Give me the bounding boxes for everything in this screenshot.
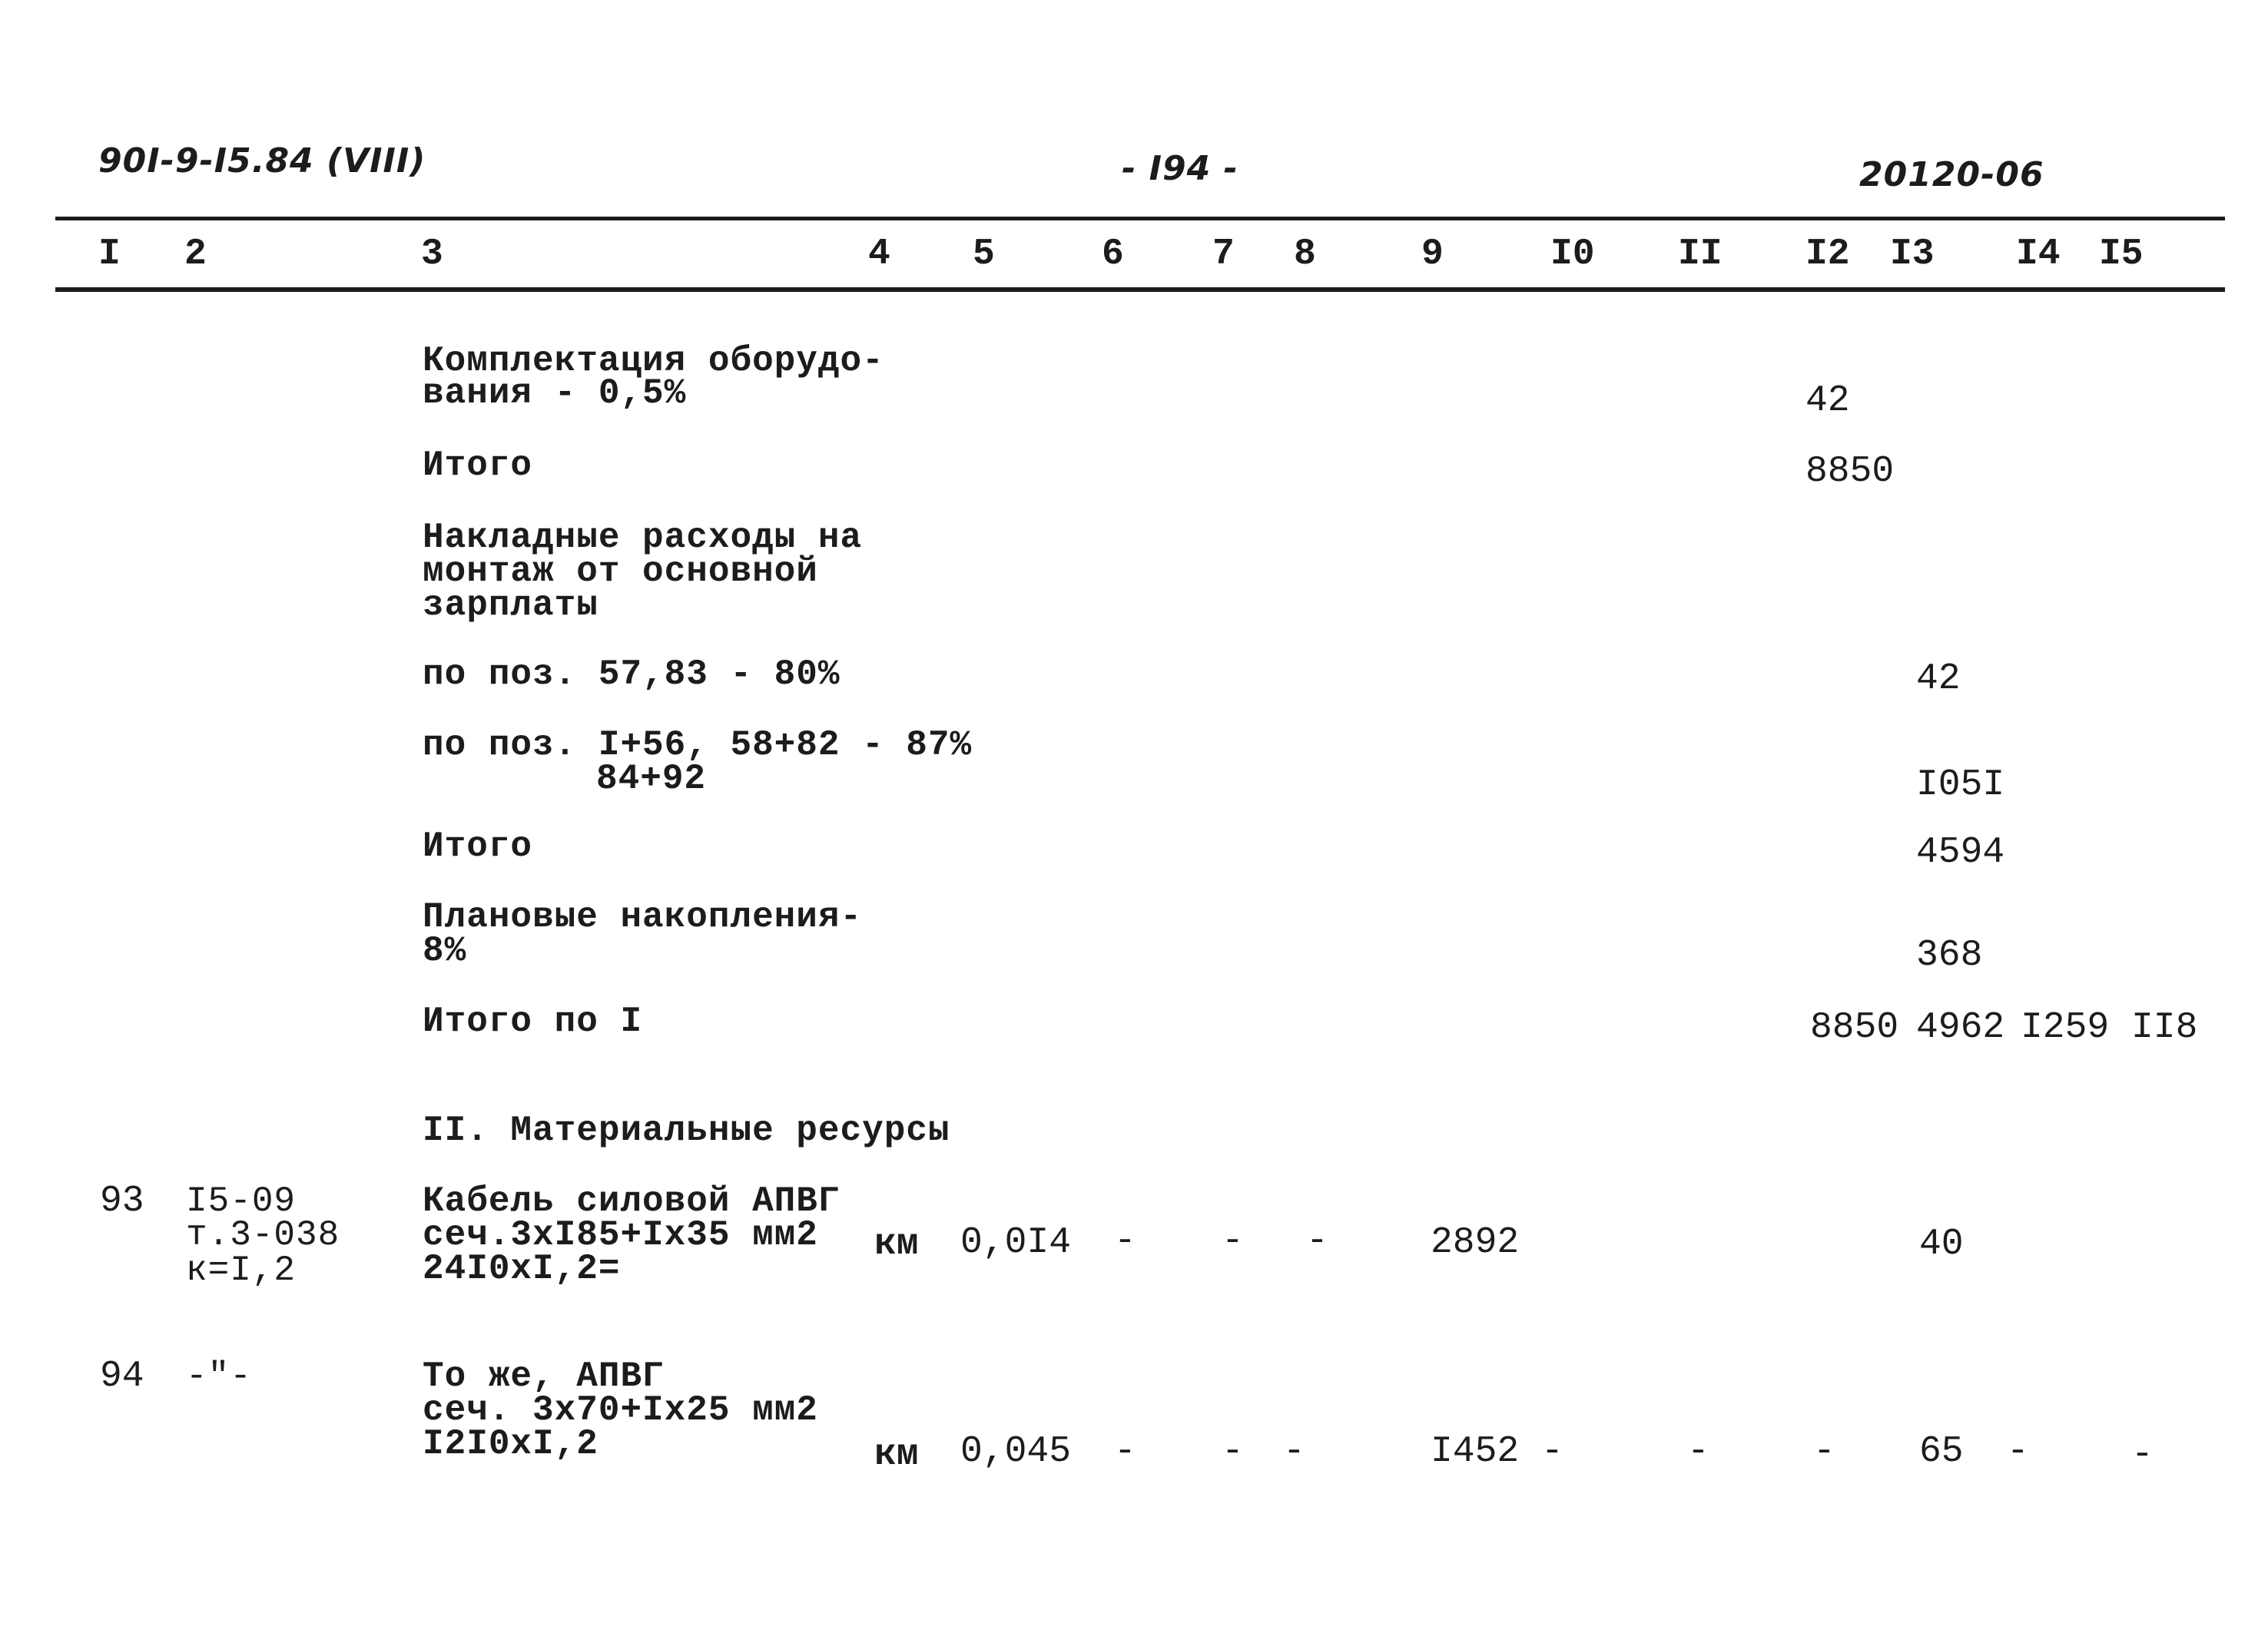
item-number: 93	[100, 1181, 144, 1222]
total-i-col15: II8	[2131, 1007, 2198, 1048]
item-col14: -	[2007, 1431, 2029, 1472]
item-code-line3: к=I,2	[186, 1250, 297, 1290]
item-name-line3: I2I0хI,2	[423, 1424, 598, 1464]
item-unit: км	[874, 1224, 919, 1265]
item-col13: 40	[1919, 1224, 1964, 1265]
item-name-line1: Кабель силовой АПВГ	[423, 1181, 841, 1221]
item-name-line1: То же, АПВГ	[423, 1356, 665, 1396]
item-code-line1: I5-09	[186, 1181, 297, 1221]
col-header-5: 5	[973, 234, 995, 275]
item-col6: -	[1114, 1221, 1136, 1262]
equipment-col12: 42	[1805, 380, 1850, 422]
col-header-13: I3	[1890, 234, 1935, 275]
col-header-2: 2	[184, 234, 207, 275]
col-header-4: 4	[868, 234, 890, 275]
item-number: 94	[100, 1356, 144, 1397]
total-1-col12: 8850	[1805, 451, 1895, 492]
item-col15: -	[2131, 1434, 2154, 1476]
col-header-8: 8	[1294, 234, 1316, 275]
total-i-col13: 4962	[1916, 1007, 2005, 1048]
page-number: - I94 -	[1122, 149, 1238, 188]
item-col11: -	[1687, 1431, 1709, 1472]
item-col7: -	[1222, 1431, 1244, 1472]
item-col6: -	[1114, 1431, 1136, 1472]
item-col8: -	[1306, 1221, 1328, 1262]
col-header-6: 6	[1102, 234, 1124, 275]
total-i-col14: I259	[2021, 1007, 2110, 1048]
overhead-label-line3: зарплаты	[423, 585, 598, 625]
equipment-label-line2: вания - 0,5%	[423, 373, 687, 413]
item-code-line1: -"-	[186, 1356, 252, 1396]
col-header-7: 7	[1212, 234, 1235, 275]
col-header-12: I2	[1805, 234, 1850, 275]
col-header-14: I4	[2016, 234, 2061, 275]
item-quantity: 0,045	[960, 1431, 1072, 1472]
col-header-1: I	[98, 234, 121, 275]
col-header-3: 3	[421, 234, 443, 275]
col-header-9: 9	[1421, 234, 1444, 275]
sheet-code: 20120-06	[1859, 155, 2044, 194]
item-unit: км	[874, 1434, 919, 1476]
overhead-label-line2: монтаж от основной	[423, 552, 818, 591]
total-label-1: Итого	[423, 446, 533, 485]
savings-label-line1: Плановые накопления-	[423, 897, 863, 937]
item-col7: -	[1222, 1221, 1244, 1262]
item-quantity: 0,0I4	[960, 1222, 1072, 1264]
overhead-label-line1: Накладные расходы на	[423, 518, 863, 558]
total-i-label: Итого по I	[423, 1002, 643, 1042]
table-top-rule	[55, 217, 2225, 220]
section-title: II. Материальные ресурсы	[423, 1111, 950, 1151]
total-i-col12: 8850	[1810, 1007, 1899, 1048]
overhead-pos2-label-line2: 84+92	[596, 759, 707, 799]
item-col9: 2892	[1431, 1222, 1520, 1264]
item-code-line2: т.3-038	[186, 1215, 340, 1255]
equipment-label-line1: Комплектация оборудо-	[423, 341, 884, 381]
overhead-pos1-col13: 42	[1916, 658, 1961, 700]
savings-label-line2: 8%	[423, 931, 467, 971]
item-name-line2: сеч. 3х70+Iх25 мм2	[423, 1390, 818, 1430]
overhead-pos1-label: по поз. 57,83 - 80%	[423, 654, 841, 694]
item-name-line3: 24I0хI,2=	[423, 1249, 621, 1289]
overhead-pos2-label-line1: по поз. I+56, 58+82 - 87%	[423, 725, 973, 765]
col-header-15: I5	[2099, 234, 2144, 275]
item-col9: I452 -	[1431, 1431, 1563, 1472]
item-col12: -	[1813, 1431, 1835, 1472]
item-name-line2: сеч.3хI85+Iх35 мм2	[423, 1215, 818, 1255]
item-col8: -	[1283, 1431, 1305, 1472]
document-code: 90I-9-I5.84 (VIII)	[98, 141, 426, 181]
col-header-11: II	[1678, 234, 1723, 275]
overhead-pos2-col13: I05I	[1916, 764, 2005, 806]
table-header-rule	[55, 287, 2225, 292]
total-2-col13: 4594	[1916, 832, 2005, 873]
col-header-10: I0	[1550, 234, 1595, 275]
total-label-2: Итого	[423, 826, 533, 866]
item-col13: 65	[1919, 1431, 1964, 1472]
savings-col13: 368	[1916, 935, 1983, 976]
